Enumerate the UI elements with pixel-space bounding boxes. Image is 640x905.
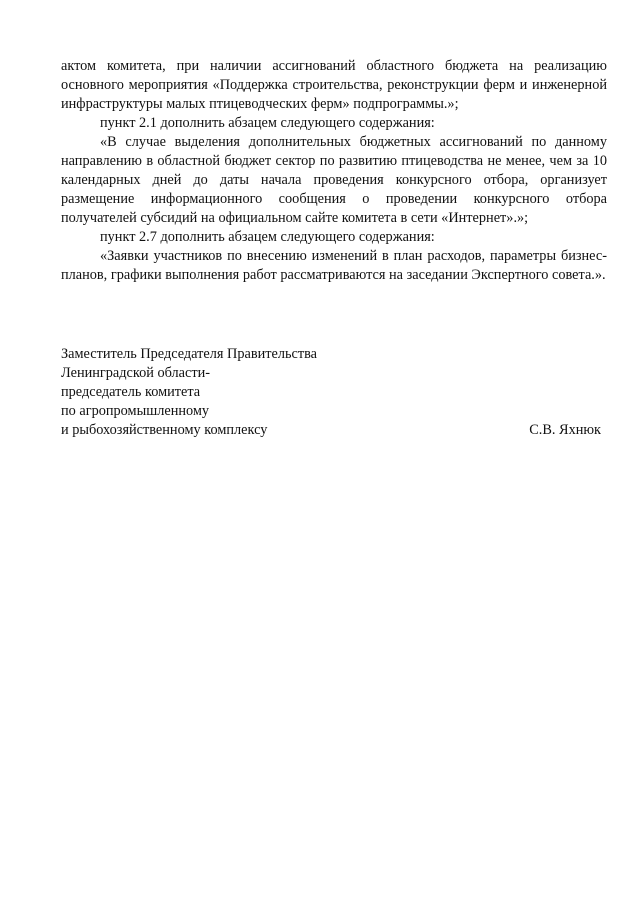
paragraph-1: актом комитета, при наличии ассигнований областного бюджета на реализацию основного мероприятия «Поддержка строительства, реконструкции ферм и инженерной инфраструктуры малых птицеводческих ферм» подпрограммы.»; — [61, 58, 607, 112]
document-body — [61, 57, 607, 285]
signature-block — [61, 345, 601, 440]
paragraph-2: пункт 2.1 дополнить абзацем следующего содержания: — [100, 115, 435, 131]
paragraph-3: «В случае выделения дополнительных бюджетных ассигнований по данному направлению в областной бюджет сектор по развитию птицеводства не менее, чем за 10 календарных дней до даты начала проведения конкурсного отбора, организует размещение информационного сообщения о проведении конкурсного отбора получателей субсидий на официальном сайте комитета в сети «Интернет».»; — [61, 134, 607, 226]
signatory-title-line: и рыбохозяйственному комплексу — [61, 422, 268, 438]
signatory-title-line: председатель комитета — [61, 384, 201, 400]
signatory-title-line: Ленинградской области- — [61, 365, 211, 381]
paragraph-5: «Заявки участников по внесению изменений в план расходов, параметры бизнес-планов, графики выполнения работ рассматриваются на заседании Экспертного совета.». — [61, 248, 607, 283]
paragraph-4: пункт 2.7 дополнить абзацем следующего содержания: — [100, 229, 435, 245]
signatory-name: С.В. Яхнюк — [529, 422, 601, 438]
signatory-title-line: по агропромышленному — [61, 403, 210, 419]
signatory-last-row — [61, 421, 601, 440]
signatory-title-line: Заместитель Председателя Правительства — [61, 346, 318, 362]
